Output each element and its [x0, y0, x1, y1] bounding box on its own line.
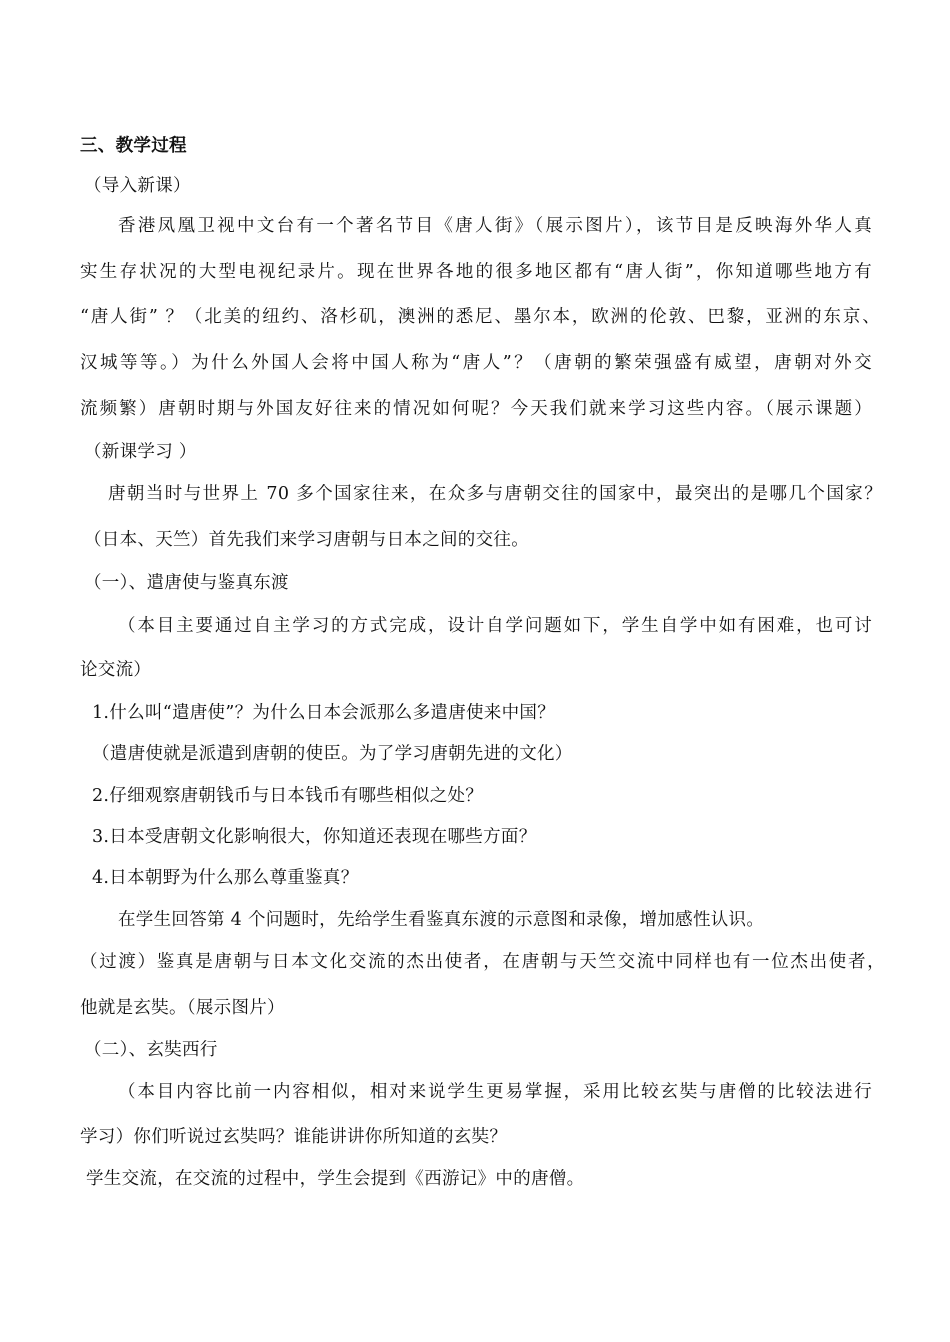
paragraph-line: 实生存状况的大型电视纪录片。现在世界各地的很多地区都有“唐人街”，你知道哪些地方有: [80, 262, 872, 282]
question-item: 2.仔细观察唐朝钱币与日本钱币有哪些相似之处？: [92, 786, 484, 806]
answer-line: （遣唐使就是派遣到唐朝的使臣。为了学习唐朝先进的文化）: [92, 744, 573, 764]
paragraph-line: 他就是玄奘。（展示图片）: [80, 998, 285, 1018]
paragraph-line: （日本、天竺）首先我们来学习唐朝与日本之间的交往。: [84, 530, 529, 550]
paragraph-line: “唐人街” ？（北美的纽约、洛杉矶，澳洲的悉尼、墨尔本，欧洲的伦敦、巴黎，亚洲的东京、: [80, 307, 880, 327]
paragraph-line: 学生交流，在交流的过程中，学生会提到《西游记》中的唐僧。: [86, 1169, 585, 1189]
paragraph-line: 流频繁）唐朝时期与外国友好往来的情况如何呢？今天我们就来学习这些内容。（展示课题）: [80, 399, 872, 419]
subsection-heading: （二）、玄奘西行: [84, 1040, 218, 1060]
paragraph-line: （导入新课）: [84, 176, 191, 196]
question-item: 4.日本朝野为什么那么尊重鉴真？: [92, 868, 359, 888]
paragraph-line: （本目主要通过自主学习的方式完成，设计自学问题如下，学生自学中如有困难，也可讨: [118, 616, 872, 636]
paragraph-line: 在学生回答第 4 个问题时，先给学生看鉴真东渡的示意图和录像，增加感性认识。: [118, 910, 765, 930]
paragraph-line: 唐朝当时与世界上 70 多个国家往来，在众多与唐朝交往的国家中，最突出的是哪几个国家？: [108, 484, 882, 504]
question-item: 1.什么叫“遣唐使”？为什么日本会派那么多遣唐使来中国？: [92, 703, 555, 723]
question-item: 3.日本受唐朝文化影响很大，你知道还表现在哪些方面？: [92, 827, 537, 847]
section-heading: 三、教学过程: [80, 136, 187, 156]
paragraph-line: 汉城等等。）为什么外国人会将中国人称为“唐人”？（唐朝的繁荣强盛有威望，唐朝对外交: [80, 353, 872, 373]
subsection-heading: （一）、遣唐使与鉴真东渡: [84, 573, 289, 593]
paragraph-line: 论交流）: [80, 660, 152, 680]
paragraph-line: 学习）你们听说过玄奘吗？谁能讲讲你所知道的玄奘？: [80, 1127, 508, 1147]
paragraph-line: （过渡）鉴真是唐朝与日本文化交流的杰出使者，在唐朝与天竺交流中同样也有一位杰出使者，: [80, 952, 885, 972]
paragraph-line: 香港凤凰卫视中文台有一个著名节目《唐人街》（展示图片），该节目是反映海外华人真: [118, 216, 872, 236]
paragraph-line: （本目内容比前一内容相似，相对来说学生更易掌握，采用比较玄奘与唐僧的比较法进行: [118, 1082, 872, 1102]
paragraph-line: （新课学习 ）: [84, 442, 197, 462]
